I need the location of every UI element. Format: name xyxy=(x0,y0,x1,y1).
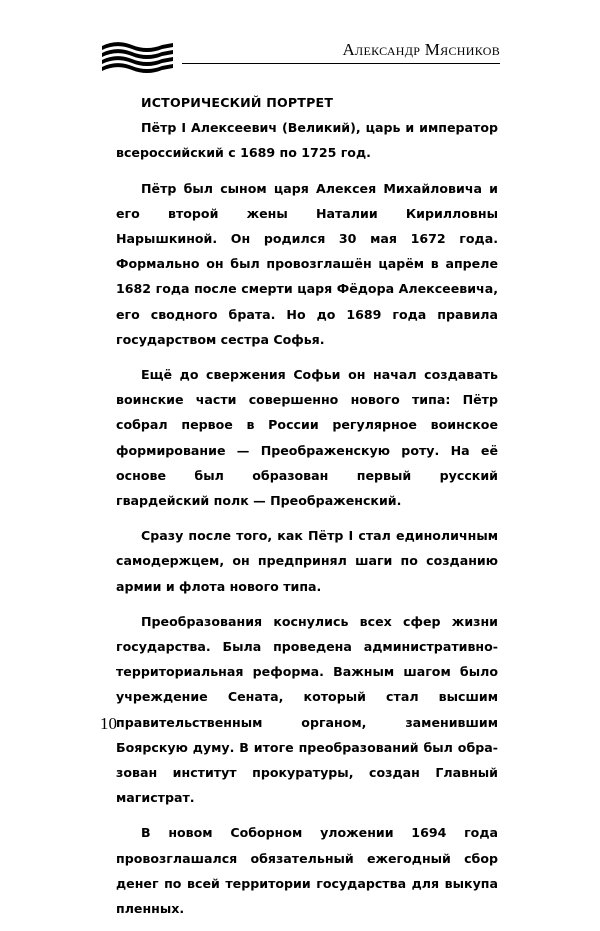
paragraph: Преобразования коснулись всех сфер жизни государства. Была проведена административно-территориальная реформа. Важным шагом было учреждение Сената, который стал высшим правительственным органом, заменившим Боярскую думу. В итоге преобразований был образован институт прокуратуры, создан Главный магистрат. xyxy=(116,613,498,806)
header-rule xyxy=(182,63,500,64)
running-header-author: Александр Мясников xyxy=(342,40,500,59)
paragraph: Ещё до свержения Софьи он начал создавать воинские части совершенно нового типа: Пётр собрал первое в России регулярное воинское формирование — Преображенскую роту. На её основе был образован первый русский гвардейский полк — Преображенский. xyxy=(116,367,498,509)
paragraph: Пётр был сыном царя Алексея Михайловича и его второй жены Наталии Кирилловны Нарышкиной. Он родился 30 мая 1672 года. Формально он был провозглашён царём в апреле 1682 года после смерти царя Фёдора Алексеевича, его сводного брата. Но до 1689 года правила государством сестра Софья. xyxy=(116,180,498,347)
page-number: 10 xyxy=(100,714,117,733)
paragraph: В новом Соборном уложении 1694 года провозглашался обязательный ежегодный сбор денег по всей территории государства для выкупа пленных. xyxy=(116,825,498,917)
section-title: ИСТОРИЧЕСКИЙ ПОРТРЕТ xyxy=(141,95,334,110)
page-body xyxy=(116,90,498,931)
paragraph: Пётр I Алексеевич (Великий), царь и император всероссийский с 1689 по 1725 год. xyxy=(116,120,498,161)
paragraph: Сразу после того, как Пётр I стал единоличным самодержцем, он предпринял шаги по созданию армии и флота нового типа. xyxy=(116,528,498,594)
waving-stripes-ornament-icon xyxy=(100,40,175,74)
